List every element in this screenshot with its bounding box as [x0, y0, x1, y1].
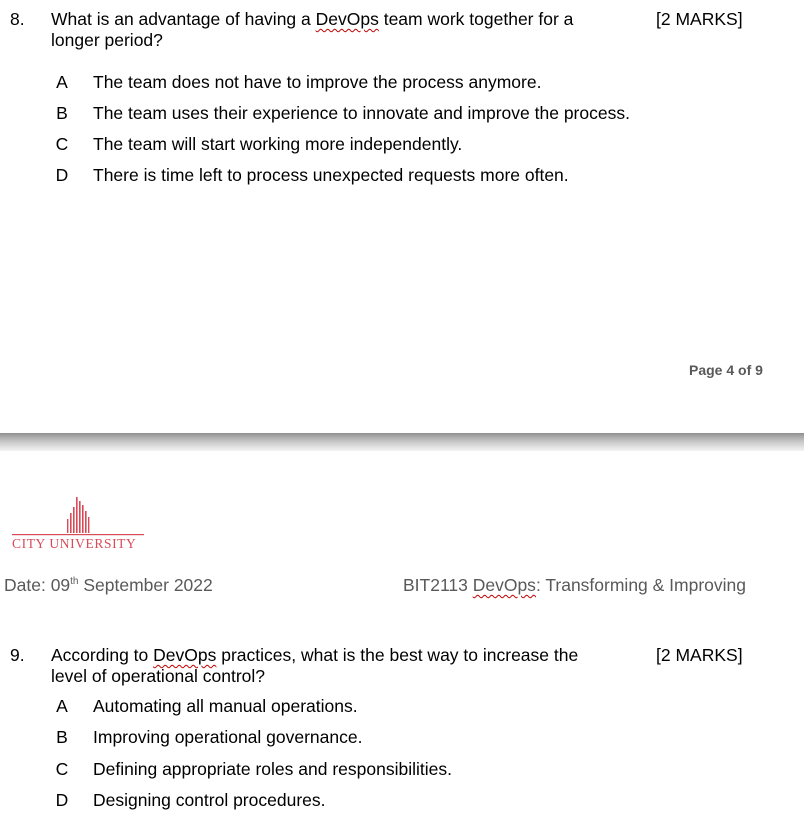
question-9-marks: [2 MARKS] — [656, 645, 743, 665]
course-code: BIT2113 — [403, 575, 473, 595]
question-9-text-after: practices, what is the best way to increase the — [216, 645, 579, 665]
q9-option-c-text: Defining appropriate roles and responsibilities. — [93, 759, 452, 779]
exam-date-suffix: th — [70, 576, 79, 588]
q9-option-c-letter: C — [55, 759, 69, 779]
question-8-text-before: What is an advantage of having a — [51, 9, 316, 29]
question-8-text-after: team work together for a — [378, 9, 574, 29]
q8-option-a-text: The team does not have to improve the process anymore. — [93, 72, 542, 92]
q9-option-b-text: Improving operational governance. — [93, 727, 363, 747]
q9-option-a-text: Automating all manual operations. — [93, 696, 358, 716]
course-rest: : Transforming & Improving — [535, 575, 747, 595]
q8-option-d-letter: D — [55, 165, 69, 185]
q8-option-b-text: The team uses their experience to innovate and improve the process. — [93, 103, 630, 123]
q8-option-a-letter: A — [56, 72, 68, 92]
q8-option-c-text: The team will start working more independently. — [93, 134, 463, 154]
question-9-text-line2: level of operational control? — [51, 666, 266, 686]
q8-option-c-letter: C — [55, 134, 69, 154]
exam-date-rest: September 2022 — [78, 575, 213, 595]
course-term: DevOps — [472, 575, 536, 595]
logo-wordmark: CITY UNIVERSITY — [12, 536, 137, 551]
exam-date — [4, 575, 213, 596]
question-8-term: DevOps — [315, 9, 379, 29]
question-9-number: 9. — [10, 645, 25, 665]
q9-option-b-letter: B — [56, 727, 68, 747]
question-9-text — [51, 645, 621, 687]
q9-option-d-letter: D — [55, 790, 69, 810]
q9-option-a-letter: A — [56, 696, 68, 716]
city-university-logo — [10, 495, 146, 551]
question-8-text-line2: longer period? — [51, 30, 163, 50]
question-9-text-before: According to — [51, 645, 154, 665]
question-8-text — [51, 9, 611, 51]
q8-option-b-letter: B — [56, 103, 68, 123]
q8-option-d-text: There is time left to process unexpected requests more often. — [93, 165, 569, 185]
question-8-marks: [2 MARKS] — [656, 9, 743, 29]
logo-towers-icon — [10, 495, 146, 537]
question-9-term: DevOps — [153, 645, 217, 665]
page-number: Page 4 of 9 — [689, 362, 763, 378]
q9-option-d-text: Designing control procedures. — [93, 790, 326, 810]
question-8-number: 8. — [10, 9, 25, 29]
exam-date-label: Date: 09 — [4, 575, 71, 595]
course-title — [403, 575, 746, 596]
page-separator — [0, 433, 804, 451]
